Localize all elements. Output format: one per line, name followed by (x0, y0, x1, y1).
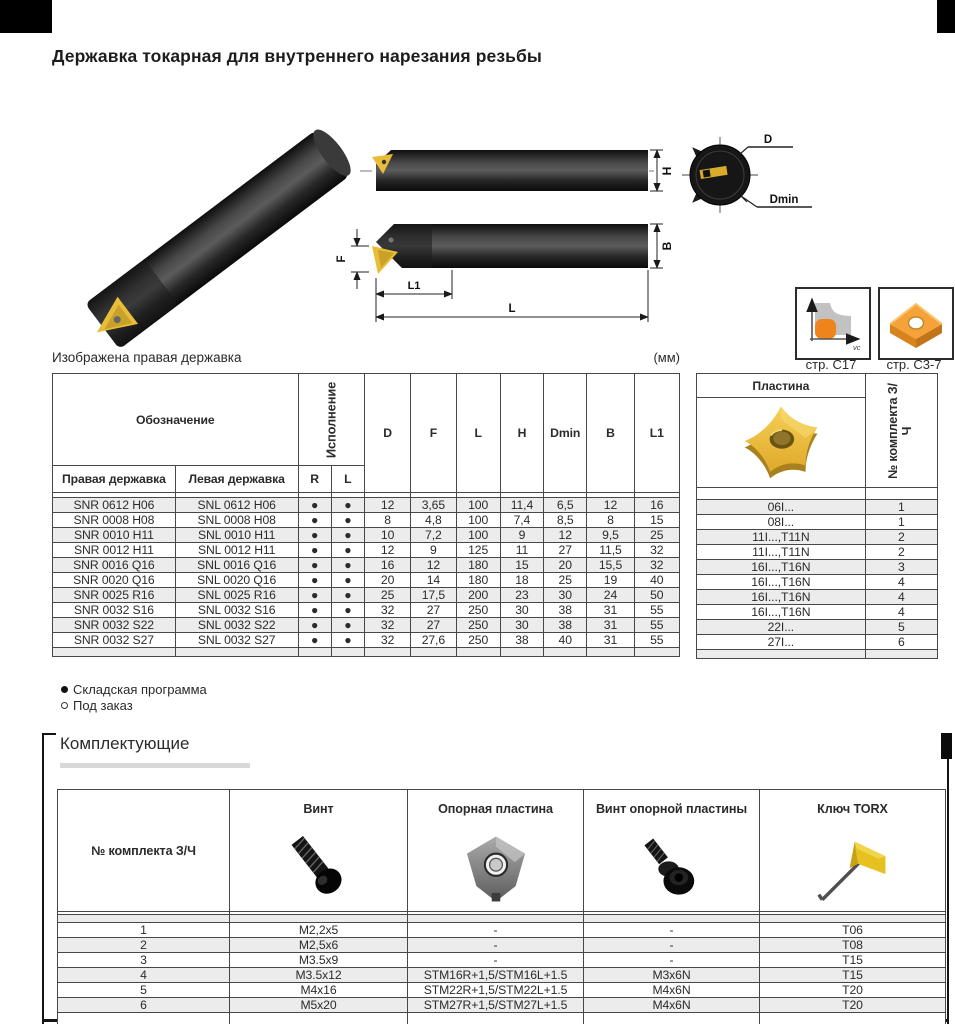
filled-dot-icon (55, 686, 73, 693)
component-value-cell: M4x16 (230, 983, 408, 998)
support-plate-screw-header-label: Винт опорной пластины (595, 801, 748, 816)
left-holder-cell: SNL 0012 H11 (175, 543, 298, 558)
shown-holder-note: Изображена правая державка (52, 350, 242, 365)
dim-value-cell: 18 (500, 573, 543, 588)
set-number-cell: 4 (865, 575, 937, 590)
components-table (57, 789, 946, 1024)
component-value-cell: STM16R+1,5/STM16L+1.5 (408, 968, 584, 983)
plate-cell: 16I...,T16N (697, 605, 866, 620)
stock-marker-r: ● (298, 513, 331, 528)
set-number-cell: 1 (865, 515, 937, 530)
component-value-cell: T20 (760, 983, 946, 998)
dim-header-b: B (587, 374, 634, 493)
main-table-row (53, 618, 680, 633)
spacer-row (697, 650, 938, 659)
dim-value-cell: 16 (364, 558, 410, 573)
component-value-cell: - (408, 938, 584, 953)
dim-value-cell: 55 (634, 633, 679, 648)
stock-marker-r: ● (298, 558, 331, 573)
version-l-header: L (331, 466, 364, 493)
set-number-cell: 5 (865, 620, 937, 635)
component-value-cell: M5x20 (230, 998, 408, 1013)
set-header-label: № комплекта З/Ч (886, 382, 915, 479)
stock-marker-l: ● (331, 588, 364, 603)
plate-cell: 16I...,T16N (697, 575, 866, 590)
dim-value-cell: 7,4 (500, 513, 543, 528)
plate-cell: 11I...,T11N (697, 530, 866, 545)
dim-label-f: F (336, 255, 348, 263)
dim-value-cell: 27 (411, 603, 456, 618)
support-plate-screw-icon (584, 827, 759, 911)
insert-table-row (697, 575, 938, 590)
dim-value-cell: 30 (544, 588, 587, 603)
insert-table-row (697, 500, 938, 515)
stock-marker-r: ● (298, 498, 331, 513)
components-table-row (58, 983, 946, 998)
right-holder-cell: SNR 0016 Q16 (53, 558, 176, 573)
dim-header-d: D (364, 374, 410, 493)
dim-label-dmin: Dmin (769, 194, 799, 206)
dim-value-cell: 15,5 (587, 558, 634, 573)
dim-value-cell: 8 (587, 513, 634, 528)
dim-value-cell: 9 (500, 528, 543, 543)
dim-value-cell: 250 (456, 618, 500, 633)
dim-value-cell: 125 (456, 543, 500, 558)
component-value-cell: M3x6N (584, 968, 760, 983)
cutting-data-chart-icon (801, 293, 865, 355)
dim-value-cell: 24 (587, 588, 634, 603)
version-r-header: R (298, 466, 331, 493)
stock-marker-r: ● (298, 633, 331, 648)
dim-value-cell: 15 (500, 558, 543, 573)
right-holder-cell: SNR 0025 R16 (53, 588, 176, 603)
right-holder-cell: SNR 0032 S22 (53, 618, 176, 633)
stock-marker-l: ● (331, 633, 364, 648)
component-value-cell: M3.5x12 (230, 968, 408, 983)
set-number-cell: 2 (865, 545, 937, 560)
dim-value-cell: 38 (544, 618, 587, 633)
insert-page-icon (884, 293, 948, 355)
component-value-cell: M2,5x6 (230, 938, 408, 953)
component-value-cell: T15 (760, 968, 946, 983)
version-header-label: Исполнение (323, 381, 339, 458)
set-number-cell: 3 (865, 560, 937, 575)
dim-value-cell: 7,2 (411, 528, 456, 543)
dim-header-h: H (500, 374, 543, 493)
dim-value-cell: 25 (634, 528, 679, 543)
units-note: (мм) (653, 350, 680, 365)
components-table-body (58, 923, 946, 1013)
support-plate-screw-header-cell (584, 790, 760, 912)
version-header (298, 374, 364, 466)
left-holder-cell: SNL 0008 H08 (175, 513, 298, 528)
dim-value-cell: 32 (364, 618, 410, 633)
left-holder-header: Левая державка (175, 466, 298, 493)
insert-page-ref-box (878, 287, 954, 360)
dim-value-cell: 25 (364, 588, 410, 603)
ref-page-label-c17: стр. C17 (805, 357, 857, 372)
component-value-cell: - (408, 923, 584, 938)
dim-value-cell: 9,5 (587, 528, 634, 543)
dim-value-cell: 12 (544, 528, 587, 543)
dim-value-cell: 32 (364, 633, 410, 648)
main-table-row (53, 543, 680, 558)
stock-marker-l: ● (331, 513, 364, 528)
legend (55, 681, 207, 713)
component-value-cell: 5 (58, 983, 230, 998)
stock-marker-l: ● (331, 558, 364, 573)
threading-insert-image (735, 401, 827, 481)
component-value-cell: M3.5x9 (230, 953, 408, 968)
dim-value-cell: 100 (456, 528, 500, 543)
left-holder-cell: SNL 0612 H06 (175, 498, 298, 513)
support-plate-icon (408, 827, 583, 911)
insert-table-row (697, 530, 938, 545)
dim-value-cell: 12 (364, 543, 410, 558)
dim-value-cell: 200 (456, 588, 500, 603)
insert-table-row (697, 605, 938, 620)
dim-label-d: D (763, 134, 773, 146)
holder-3d-image (79, 124, 358, 350)
dim-value-cell: 55 (634, 618, 679, 633)
page-title: Державка токарная для внутреннего нарезания резьбы (52, 46, 542, 66)
section-frame-left (42, 733, 44, 1024)
torx-key-header-label: Ключ TORX (817, 801, 888, 816)
holder-front-view (336, 224, 674, 322)
left-holder-cell: SNL 0032 S16 (175, 603, 298, 618)
component-value-cell: - (584, 923, 760, 938)
dim-value-cell: 19 (587, 573, 634, 588)
dim-label-l1: L1 (407, 280, 421, 292)
screw-icon (230, 827, 407, 911)
main-table-row (53, 588, 680, 603)
left-holder-cell: SNL 0032 S22 (175, 618, 298, 633)
dim-value-cell: 40 (634, 573, 679, 588)
insert-table (696, 373, 938, 659)
plate-header: Пластина (697, 374, 866, 398)
dim-value-cell: 20 (544, 558, 587, 573)
dim-value-cell: 11,4 (500, 498, 543, 513)
support-plate-header-cell (408, 790, 584, 912)
stock-marker-r: ● (298, 573, 331, 588)
main-table-row (53, 528, 680, 543)
left-holder-cell: SNL 0032 S27 (175, 633, 298, 648)
plate-cell: 27I... (697, 635, 866, 650)
dim-value-cell: 12 (364, 498, 410, 513)
set-number-cell: 4 (865, 590, 937, 605)
insert-table-row (697, 560, 938, 575)
stock-marker-r: ● (298, 543, 331, 558)
main-table-row (53, 513, 680, 528)
component-value-cell: 4 (58, 968, 230, 983)
plate-image-cell (697, 398, 866, 488)
dim-value-cell: 38 (500, 633, 543, 648)
components-section-title: Комплектующие (60, 734, 190, 753)
component-value-cell: M2,2x5 (230, 923, 408, 938)
component-value-cell: 6 (58, 998, 230, 1013)
component-value-cell: - (408, 953, 584, 968)
component-value-cell: T08 (760, 938, 946, 953)
main-table-row (53, 603, 680, 618)
dim-value-cell: 23 (500, 588, 543, 603)
component-value-cell: - (584, 938, 760, 953)
dim-label-h: H (660, 166, 674, 176)
plate-cell: 16I...,T16N (697, 560, 866, 575)
dim-value-cell: 55 (634, 603, 679, 618)
legend-stock-label: Складская программа (73, 681, 207, 697)
dim-value-cell: 8,5 (544, 513, 587, 528)
dim-value-cell: 12 (411, 558, 456, 573)
components-table-row (58, 968, 946, 983)
right-holder-cell: SNR 0008 H08 (53, 513, 176, 528)
dim-value-cell: 50 (634, 588, 679, 603)
screw-header-label: Винт (303, 801, 334, 816)
insert-table-row (697, 515, 938, 530)
right-holder-cell: SNR 0020 Q16 (53, 573, 176, 588)
insert-table-row (697, 635, 938, 650)
open-dot-icon (55, 702, 73, 709)
torx-key-header-cell (760, 790, 946, 912)
component-value-cell: T15 (760, 953, 946, 968)
dim-value-cell: 30 (500, 618, 543, 633)
main-table-row (53, 573, 680, 588)
plate-cell: 16I...,T16N (697, 590, 866, 605)
dim-value-cell: 31 (587, 633, 634, 648)
dim-value-cell: 100 (456, 513, 500, 528)
set-number-cell: 4 (865, 605, 937, 620)
dim-value-cell: 32 (364, 603, 410, 618)
dim-value-cell: 3,65 (411, 498, 456, 513)
holder-side-view (360, 150, 674, 191)
legend-row-order (55, 697, 207, 713)
dim-value-cell: 17,5 (411, 588, 456, 603)
stock-marker-l: ● (331, 543, 364, 558)
dim-value-cell: 31 (587, 603, 634, 618)
section-frame-right (947, 733, 949, 1024)
plate-cell: 11I...,T11N (697, 545, 866, 560)
dim-label-b: B (660, 241, 674, 251)
chart-axis-label: vc (853, 342, 861, 352)
right-holder-cell: SNR 0012 H11 (53, 543, 176, 558)
support-plate-header-label: Опорная пластина (438, 801, 553, 816)
components-table-row (58, 953, 946, 968)
insert-table-row (697, 620, 938, 635)
stock-marker-r: ● (298, 588, 331, 603)
spacer-row (58, 915, 946, 923)
dim-value-cell: 4,8 (411, 513, 456, 528)
cutting-data-ref-box (795, 287, 871, 360)
components-title-underline (60, 763, 250, 768)
right-holder-cell: SNR 0612 H06 (53, 498, 176, 513)
dim-value-cell: 9 (411, 543, 456, 558)
stock-marker-r: ● (298, 618, 331, 633)
component-value-cell: T06 (760, 923, 946, 938)
left-holder-cell: SNL 0016 Q16 (175, 558, 298, 573)
ref-page-label-c3-7: стр. C3-7 (886, 357, 942, 372)
dim-value-cell: 20 (364, 573, 410, 588)
dim-value-cell: 27,6 (411, 633, 456, 648)
set-number-cell: 6 (865, 635, 937, 650)
main-table-row (53, 633, 680, 648)
right-holder-cell: SNR 0010 H11 (53, 528, 176, 543)
legend-order-label: Под заказ (73, 697, 133, 713)
right-holder-cell: SNR 0032 S16 (53, 603, 176, 618)
set-number-cell: 1 (865, 500, 937, 515)
dim-value-cell: 12 (587, 498, 634, 513)
stock-marker-r: ● (298, 603, 331, 618)
torx-key-icon (760, 827, 945, 911)
dim-header-l1: L1 (634, 374, 679, 493)
dim-value-cell: 6,5 (544, 498, 587, 513)
dim-value-cell: 31 (587, 618, 634, 633)
spacer-row (53, 648, 680, 657)
dim-value-cell: 180 (456, 573, 500, 588)
dim-value-cell: 40 (544, 633, 587, 648)
insert-table-body (697, 500, 938, 650)
plate-cell: 06I... (697, 500, 866, 515)
dim-value-cell: 14 (411, 573, 456, 588)
dim-value-cell: 250 (456, 633, 500, 648)
main-table-body (53, 498, 680, 648)
screw-header-cell (230, 790, 408, 912)
component-value-cell: 2 (58, 938, 230, 953)
page-corner-block-right (937, 0, 955, 33)
designation-header: Обозначение (53, 374, 299, 466)
dim-value-cell: 32 (634, 558, 679, 573)
component-value-cell: - (584, 953, 760, 968)
main-table-row (53, 558, 680, 573)
stock-marker-r: ● (298, 528, 331, 543)
dim-value-cell: 11 (500, 543, 543, 558)
main-table (52, 373, 680, 657)
components-table-row (58, 998, 946, 1013)
legend-row-stock (55, 681, 207, 697)
dim-value-cell: 32 (634, 543, 679, 558)
spacer-row (697, 488, 938, 500)
set-number-header-label: № комплекта З/Ч (91, 843, 196, 858)
dim-value-cell: 25 (544, 573, 587, 588)
spacer-row (58, 1013, 946, 1024)
plate-cell: 08I... (697, 515, 866, 530)
stock-marker-l: ● (331, 603, 364, 618)
component-value-cell: M4x6N (584, 983, 760, 998)
set-number-cell: 2 (865, 530, 937, 545)
dim-value-cell: 8 (364, 513, 410, 528)
dim-value-cell: 30 (500, 603, 543, 618)
stock-marker-l: ● (331, 498, 364, 513)
left-holder-cell: SNL 0010 H11 (175, 528, 298, 543)
component-value-cell: 3 (58, 953, 230, 968)
section-frame-right-block (941, 733, 952, 759)
right-holder-header: Правая державка (53, 466, 176, 493)
left-holder-cell: SNL 0025 R16 (175, 588, 298, 603)
dim-value-cell: 38 (544, 603, 587, 618)
main-table-row (53, 498, 680, 513)
dim-header-l: L (456, 374, 500, 493)
component-value-cell: M4x6N (584, 998, 760, 1013)
stock-marker-l: ● (331, 618, 364, 633)
section-frame-left-top (42, 733, 56, 735)
dim-value-cell: 27 (544, 543, 587, 558)
dim-header-f: F (411, 374, 456, 493)
component-value-cell: STM22R+1,5/STM22L+1.5 (408, 983, 584, 998)
component-value-cell: 1 (58, 923, 230, 938)
dim-header-dmin: Dmin (544, 374, 587, 493)
dim-value-cell: 11,5 (587, 543, 634, 558)
left-holder-cell: SNL 0020 Q16 (175, 573, 298, 588)
dim-value-cell: 27 (411, 618, 456, 633)
dim-value-cell: 10 (364, 528, 410, 543)
set-number-header-cell (58, 790, 230, 912)
dim-value-cell: 16 (634, 498, 679, 513)
holder-end-view (682, 134, 812, 213)
dim-value-cell: 250 (456, 603, 500, 618)
dim-value-cell: 100 (456, 498, 500, 513)
dim-value-cell: 180 (456, 558, 500, 573)
insert-table-row (697, 545, 938, 560)
stock-marker-l: ● (331, 573, 364, 588)
dim-value-cell: 15 (634, 513, 679, 528)
insert-table-row (697, 590, 938, 605)
components-table-row (58, 923, 946, 938)
dim-label-l: L (508, 303, 516, 315)
stock-marker-l: ● (331, 528, 364, 543)
right-holder-cell: SNR 0032 S27 (53, 633, 176, 648)
component-value-cell: T20 (760, 998, 946, 1013)
set-header (865, 374, 937, 488)
plate-cell: 22I... (697, 620, 866, 635)
components-table-row (58, 938, 946, 953)
page-corner-block-left (0, 0, 52, 33)
component-value-cell: STM27R+1,5/STM27L+1.5 (408, 998, 584, 1013)
